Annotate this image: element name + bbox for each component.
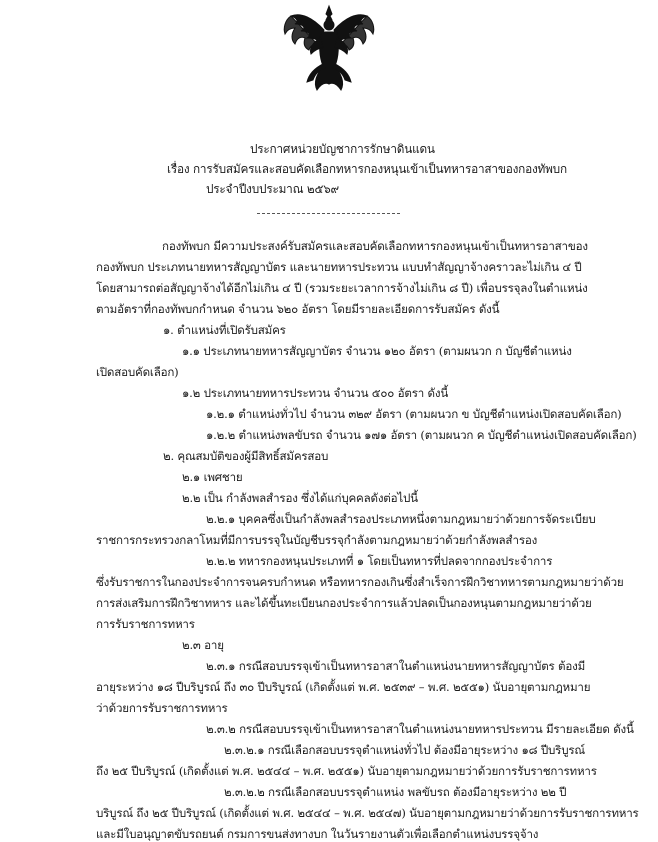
item-2-2: ๒.๒ เป็น กำลังพลสำรอง ซึ่งได้แก่บุคคลดังต่อไปนี้: [182, 491, 418, 505]
item-1-1-line-1: ๑.๑ ประเภทนายทหารสัญญาบัตร จำนวน ๑๒๐ อัตรา (ตามผนวก ก บัญชีตำแหน่ง: [182, 344, 572, 358]
item-1-2-1: ๑.๒.๑ ตำแหน่งทั่วไป จำนวน ๓๒๙ อัตรา (ตามผนวก ข บัญชีตำแหน่งเปิดสอบคัดเลือก): [206, 407, 622, 421]
item-2-3-2-1-line-2: ถึง ๒๕ ปีบริบูรณ์ (เกิดตั้งแต่ พ.ศ. ๒๕๔๔ – พ.ศ. ๒๕๕๑) นับอายุตามกฎหมายว่าด้วยการรับราชการทหาร: [96, 764, 597, 778]
separator-line: [257, 213, 400, 214]
intro-line-4: ตามอัตราที่กองทัพบกกำหนด จำนวน ๖๒๐ อัตรา โดยมีรายละเอียดการรับสมัคร ดังนี้: [96, 302, 500, 316]
item-2-3-2-2-line-1: ๒.๓.๒.๒ กรณีเลือกสอบบรรจุตำแหน่ง พลขับรถ ต้องมีอายุระหว่าง ๒๒ ปี: [224, 785, 567, 799]
item-2-3-2-1-line-1: ๒.๓.๒.๑ กรณีเลือกสอบบรรจุตำแหน่งทั่วไป ต้องมีอายุระหว่าง ๑๘ ปีบริบูรณ์: [224, 743, 585, 757]
item-2-2-2-line-1: ๒.๒.๒ ทหารกองหนุนประเภทที่ ๑ โดยเป็นทหารที่ปลดจากกองประจำการ: [206, 554, 553, 568]
announcement-title: ประกาศหน่วยบัญชาการรักษาดินแดน: [250, 142, 435, 156]
garuda-emblem-icon: [279, 4, 379, 96]
item-2-1: ๒.๑ เพศชาย: [182, 470, 243, 484]
section-1-heading: ๑. ตำแหน่งที่เปิดรับสมัคร: [163, 323, 286, 337]
subject-line: เรื่อง การรับสมัครและสอบคัดเลือกทหารกองหนุนเข้าเป็นทหารอาสาของกองทัพบก: [167, 162, 567, 176]
item-2-3-1-line-2: อายุระหว่าง ๑๘ ปีบริบูรณ์ ถึง ๓๐ ปีบริบูรณ์ (เกิดตั้งแต่ พ.ศ. ๒๕๓๙ – พ.ศ. ๒๕๕๑) นับอายุตามกฎหมาย: [96, 680, 591, 694]
section-2-heading: ๒. คุณสมบัติของผู้มีสิทธิ์สมัครสอบ: [163, 449, 329, 463]
intro-line-3: โดยสามารถต่อสัญญาจ้างได้อีกไม่เกิน ๔ ปี (รวมระยะเวลาการจ้างไม่เกิน ๘ ปี) เพื่อบรรจุลงในตำแหน่ง: [96, 281, 588, 295]
item-2-3-1-line-1: ๒.๓.๑ กรณีสอบบรรจุเข้าเป็นทหารอาสาในตำแหน่งนายทหารสัญญาบัตร ต้องมี: [206, 659, 586, 673]
item-1-1-line-2: เปิดสอบคัดเลือก): [96, 365, 179, 379]
item-2-2-2-line-4: การรับราชการทหาร: [96, 617, 195, 631]
item-2-2-2-line-2: ซึ่งรับราชการในกองประจำการจนครบกำหนด หรือทหารกองเกินซึ่งสำเร็จการฝึกวิชาทหารตามกฎหมายว่าด้วย: [96, 575, 624, 589]
item-2-2-2-line-3: การส่งเสริมการฝึกวิชาทหาร และได้ขึ้นทะเบียนกองประจำการแล้วปลดเป็นกองหนุนตามกฎหมายว่าด้วย: [96, 596, 592, 610]
intro-line-1: กองทัพบก มีความประสงค์รับสมัครและสอบคัดเลือกทหารกองหนุนเข้าเป็นทหารอาสาของ: [162, 239, 588, 253]
item-2-3-2: ๒.๓.๒ กรณีสอบบรรจุเข้าเป็นทหารอาสาในตำแหน่งนายทหารประทวน มีรายละเอียด ดังนี้: [206, 722, 634, 736]
item-2-3: ๒.๓ อายุ: [182, 638, 224, 652]
item-2-3-1-line-3: ว่าด้วยการรับราชการทหาร: [96, 701, 228, 715]
item-2-2-1-line-1: ๒.๒.๑ บุคคลซึ่งเป็นกำลังพลสำรองประเภทหนึ่งตามกฎหมายว่าด้วยการจัดระเบียบ: [206, 512, 596, 526]
item-2-3-2-2-line-2: บริบูรณ์ ถึง ๒๕ ปีบริบูรณ์ (เกิดตั้งแต่ พ.ศ. ๒๕๔๔ – พ.ศ. ๒๕๔๗) นับอายุตามกฎหมายว่าด้วยการรับราชการทหาร: [96, 806, 639, 820]
item-2-2-1-line-2: ราชการกระทรวงกลาโหมที่มีการบรรจุในบัญชีบรรจุกำลังตามกฎหมายว่าด้วยกำลังพลสำรอง: [96, 533, 538, 547]
item-1-2-2: ๑.๒.๒ ตำแหน่งพลขับรถ จำนวน ๑๗๑ อัตรา (ตามผนวก ค บัญชีตำแหน่งเปิดสอบคัดเลือก): [206, 428, 637, 442]
item-1-2: ๑.๒ ประเภทนายทหารประทวน จำนวน ๕๐๐ อัตรา ดังนี้: [182, 386, 449, 400]
intro-line-2: กองทัพบก ประเภทนายทหารสัญญาบัตร และนายทหารประทวน แบบทำสัญญาจ้างคราวละไม่เกิน ๔ ปี: [96, 260, 582, 274]
subject-line-cont: ประจำปีงบประมาณ ๒๕๖๙: [206, 182, 339, 196]
item-2-3-2-2-line-3: และมีใบอนุญาตขับรถยนต์ กรมการขนส่งทางบก ในวันรายงานตัวเพื่อเลือกตำแหน่งบรรจุจ้าง: [96, 827, 539, 841]
